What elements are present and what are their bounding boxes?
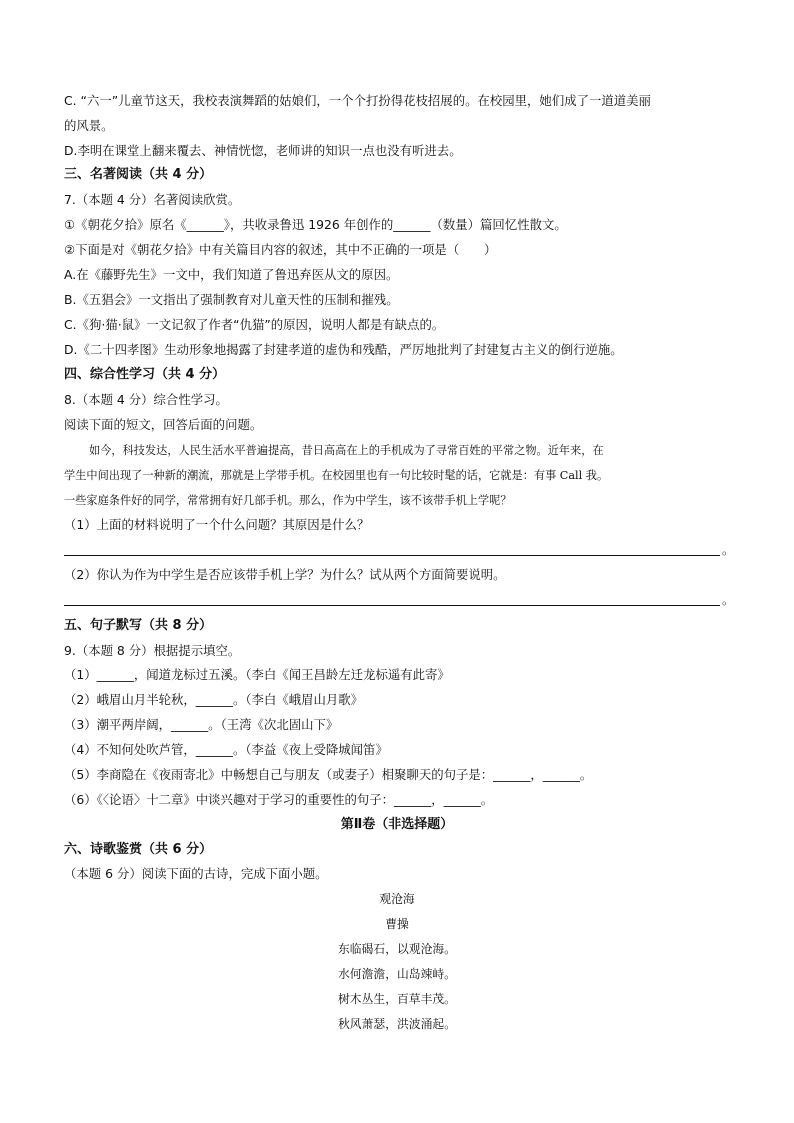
question-7-part-1: ①《朝花夕拾》原名《______》，共收录鲁迅 1926 年创作的______（数量）篇回忆性散文。 xyxy=(64,217,567,232)
question-8-sub-1: （1）上面的材料说明了一个什么问题？其原因是什么？ xyxy=(64,517,370,532)
passage-line-1: 如今，科技发达，人民生活水平普遍提高，昔日高高在上的手机成为了寻常百姓的平常之物。近年来，在 xyxy=(89,444,604,457)
option-d-sentence: D.李明在课堂上翻来覆去、神情恍惚，老师讲的知识一点也没有听进去。 xyxy=(64,143,462,158)
question-9-item-5: （5）李商隐在《夜雨寄北》中畅想自己与朋友（或妻子）相聚聊天的句子是：______，______。 xyxy=(64,767,593,782)
answer-line-1 xyxy=(64,555,720,556)
poem-line-4: 秋风萧瑟，洪波涌起。 xyxy=(338,1017,456,1031)
section-heading-6: 六、诗歌鉴赏（共 6 分） xyxy=(64,842,213,857)
poem-line-3: 树木丛生，百草丰茂。 xyxy=(338,992,456,1006)
choice-a: A.在《藤野先生》一文中，我们知道了鲁迅弃医从文的原因。 xyxy=(64,267,399,282)
option-c-sentence: C. “六一”儿童节这天，我校表演舞蹈的姑娘们，一个个打扮得花枝招展的。在校园里，她们成了一道道美丽 xyxy=(64,93,651,108)
question-10-stem: （本题 6 分）阅读下面的古诗，完成下面小题。 xyxy=(64,866,328,881)
question-9-item-1: （1）______，闻道龙标过五溪。（李白《闻王昌龄左迁龙标遥有此寄》 xyxy=(64,667,450,682)
answer-line-2-period: 。 xyxy=(722,592,735,607)
question-9-item-4: （4）不知何处吹芦管，______。（李益《夜上受降城闻笛》 xyxy=(64,742,388,757)
question-8-sub-2: （2）你认为作为中学生是否应该带手机上学？为什么？试从两个方面简要说明。 xyxy=(64,567,506,582)
answer-line-1-period: 。 xyxy=(722,542,735,557)
choice-b: B.《五猖会》一文指出了强制教育对儿童天性的压制和摧残。 xyxy=(64,292,399,307)
section-heading-3: 三、名著阅读（共 4 分） xyxy=(64,167,213,182)
question-9-item-6: （6）《〈论语〉十二章》中谈兴趣对于学习的重要性的句子：______，______。 xyxy=(64,792,494,807)
question-8-stem: 8.（本题 4 分）综合性学习。 xyxy=(64,392,228,407)
passage-line-2: 学生中间出现了一种新的潮流，那就是上学带手机。在校园里也有一句比较时髦的话，它就是：有事 Call 我。 xyxy=(64,469,609,482)
question-7-stem: 7.（本题 4 分）名著阅读欣赏。 xyxy=(64,192,241,207)
poem-line-1: 东临碣石，以观沧海。 xyxy=(338,942,456,956)
question-9-item-2: （2）峨眉山月半轮秋，______。（李白《峨眉山月歌》 xyxy=(64,692,364,707)
poem-line-2: 水何澹澹，山岛竦峙。 xyxy=(338,967,456,981)
section-heading-4: 四、综合性学习（共 4 分） xyxy=(64,367,226,382)
question-9-stem: 9.（本题 8 分）根据提示填空。 xyxy=(64,643,241,658)
question-7-part-2: ②下面是对《朝花夕拾》中有关篇目内容的叙述，其中不正确的一项是（ ） xyxy=(64,242,497,257)
question-8-instruction: 阅读下面的短文，回答后面的问题。 xyxy=(64,417,263,432)
question-9-item-3: （3）潮平两岸阔，______。（王湾《次北固山下》 xyxy=(64,717,339,732)
section-heading-5: 五、句子默写（共 8 分） xyxy=(64,618,213,633)
poem-title: 观沧海 xyxy=(379,892,415,906)
answer-line-2 xyxy=(64,605,720,606)
part-2-title: 第Ⅱ卷（非选择题） xyxy=(340,817,454,832)
passage-line-3: 一些家庭条件好的同学，常常拥有好几部手机。那么，作为中学生，该不该带手机上学呢？ xyxy=(64,494,512,507)
poem-author: 曹操 xyxy=(385,917,409,931)
option-c-sentence-cont: 的风景。 xyxy=(64,118,114,133)
choice-d: D.《二十四孝图》生动形象地揭露了封建孝道的虚伪和残酷，严厉地批判了封建复古主义的倒行逆施。 xyxy=(64,342,623,357)
choice-c: C.《狗·猫·鼠》一文记叙了作者“仇猫”的原因，说明人都是有缺点的。 xyxy=(64,317,445,332)
